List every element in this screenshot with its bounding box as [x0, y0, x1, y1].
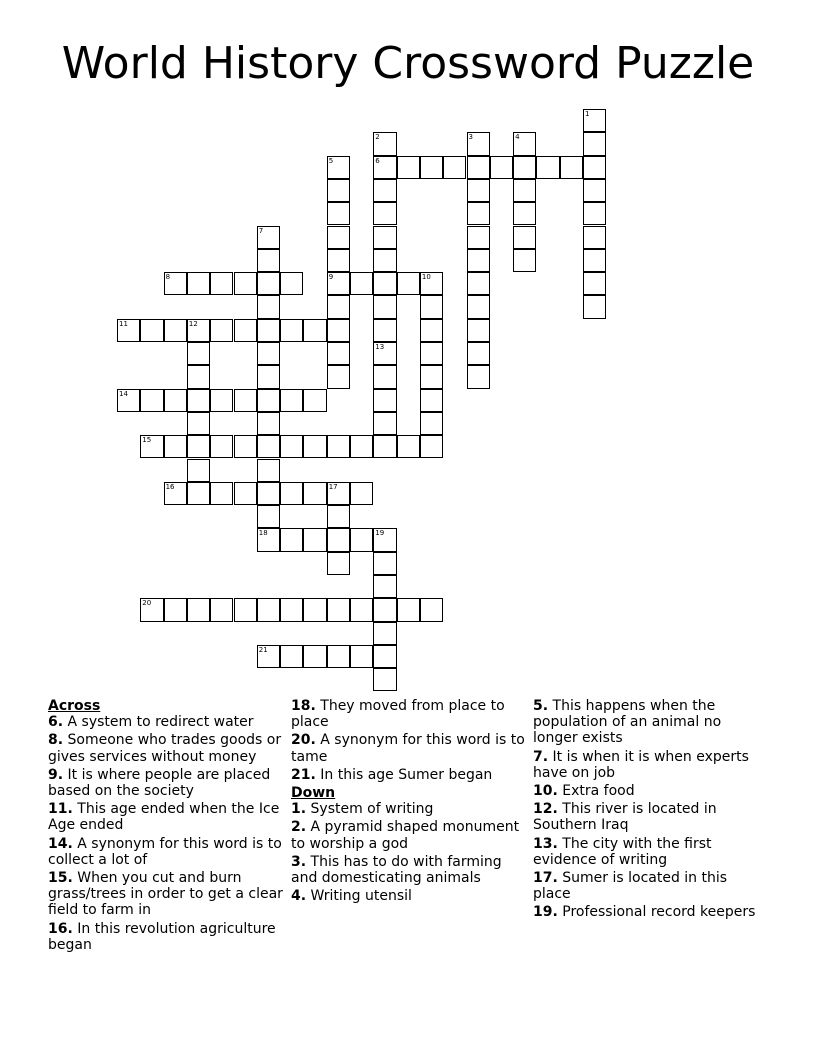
- down-heading: Down: [291, 785, 336, 802]
- grid-cell[interactable]: [467, 202, 490, 225]
- grid-cell[interactable]: [280, 435, 303, 458]
- cell-number: 7: [258, 226, 264, 235]
- grid-cell[interactable]: [420, 435, 443, 458]
- clue-number: 12.: [533, 801, 558, 818]
- grid-cell[interactable]: [397, 435, 420, 458]
- clue-item: [48, 870, 284, 919]
- clue-text: This happens when the population of an animal no longer exists: [533, 698, 722, 747]
- clue-number: 8.: [48, 732, 64, 749]
- grid-cell[interactable]: [257, 226, 280, 249]
- grid-cell[interactable]: [583, 179, 606, 202]
- grid-cell[interactable]: [280, 528, 303, 551]
- clue-number: 5.: [533, 698, 549, 714]
- grid-cell[interactable]: [420, 342, 443, 365]
- grid-cell[interactable]: [467, 132, 490, 155]
- clue-number: 18.: [291, 698, 316, 714]
- clue-number: 15.: [48, 870, 73, 887]
- grid-cell[interactable]: [513, 156, 536, 179]
- grid-cell[interactable]: [397, 156, 420, 179]
- clue-item: [291, 732, 527, 764]
- page-title: World History Crossword Puzzle: [61, 38, 755, 89]
- clue-text: A synonym for this word is to tame: [291, 732, 525, 765]
- clue-item: [533, 801, 769, 833]
- grid-cell[interactable]: [373, 202, 396, 225]
- clue-text: This river is located in Southern Iraq: [533, 801, 717, 834]
- grid-cell[interactable]: [373, 412, 396, 435]
- clue-text: It is where people are placed based on the society: [48, 766, 271, 800]
- grid-cell[interactable]: [467, 272, 490, 295]
- clue-item: [533, 783, 769, 799]
- grid-cell[interactable]: [420, 156, 443, 179]
- clue-number: 16.: [48, 920, 73, 937]
- clue-text: They moved from place to place: [291, 698, 505, 731]
- grid-cell[interactable]: [350, 272, 373, 295]
- grid-cell[interactable]: [327, 645, 350, 668]
- grid-cell[interactable]: [467, 342, 490, 365]
- grid-cell[interactable]: [560, 156, 583, 179]
- grid-cell[interactable]: [280, 645, 303, 668]
- cell-number: 11: [119, 319, 128, 328]
- cell-number: 8: [165, 273, 171, 282]
- clue-item: [48, 801, 284, 833]
- grid-cell[interactable]: [327, 528, 350, 551]
- grid-cell[interactable]: [210, 482, 233, 505]
- grid-cell[interactable]: [373, 645, 396, 668]
- grid-cell[interactable]: [187, 365, 210, 388]
- grid-cell[interactable]: [187, 598, 210, 621]
- clue-text: It is when it is when experts have on job: [533, 748, 749, 781]
- grid-cell[interactable]: [420, 295, 443, 318]
- clue-item: [48, 767, 284, 799]
- grid-cell[interactable]: [187, 389, 210, 412]
- grid-cell[interactable]: [257, 528, 280, 551]
- clue-text: This age ended when the Ice Age ended: [48, 801, 280, 834]
- grid-cell[interactable]: [327, 552, 350, 575]
- cell-number: 2: [375, 133, 380, 142]
- clue-text: Sumer is located in this place: [533, 870, 728, 903]
- grid-cell[interactable]: [327, 179, 350, 202]
- grid-cell[interactable]: [234, 598, 257, 621]
- cell-number: 14: [119, 389, 128, 398]
- grid-cell[interactable]: [583, 202, 606, 225]
- clue-item: [291, 854, 527, 886]
- grid-cell[interactable]: [513, 226, 536, 249]
- cell-number: 3: [468, 133, 473, 142]
- clue-text: The city with the first evidence of writing: [533, 835, 712, 868]
- grid-cell[interactable]: [397, 272, 420, 295]
- clue-column-1: [48, 698, 284, 955]
- grid-cell[interactable]: [350, 598, 373, 621]
- grid-cell[interactable]: [373, 598, 396, 621]
- clue-item: [533, 836, 769, 868]
- grid-cell[interactable]: [327, 202, 350, 225]
- grid-cell[interactable]: [467, 295, 490, 318]
- grid-cell[interactable]: [373, 622, 396, 645]
- grid-cell[interactable]: [303, 435, 326, 458]
- cell-number: 17: [328, 482, 338, 491]
- clue-item: [291, 801, 527, 817]
- grid-cell[interactable]: [373, 342, 396, 365]
- grid-cell[interactable]: [303, 528, 326, 551]
- grid-cell[interactable]: [583, 295, 606, 318]
- grid-cell[interactable]: [513, 132, 536, 155]
- grid-cell[interactable]: [420, 319, 443, 342]
- clue-column-3: [533, 698, 769, 923]
- grid-cell[interactable]: [210, 389, 233, 412]
- clue-number: 2.: [291, 819, 307, 836]
- grid-cell[interactable]: [327, 505, 350, 528]
- clue-text: A pyramid shaped monument to worship a god: [291, 819, 520, 852]
- clue-item: [48, 732, 284, 764]
- grid-cell[interactable]: [373, 272, 396, 295]
- grid-cell[interactable]: [187, 319, 210, 342]
- grid-cell[interactable]: [467, 365, 490, 388]
- grid-cell[interactable]: [397, 598, 420, 621]
- grid-cell[interactable]: [350, 528, 373, 551]
- grid-cell[interactable]: [373, 295, 396, 318]
- clue-item: [533, 904, 769, 920]
- grid-cell[interactable]: [443, 156, 466, 179]
- grid-cell[interactable]: [467, 179, 490, 202]
- grid-cell[interactable]: [210, 319, 233, 342]
- grid-cell[interactable]: [234, 389, 257, 412]
- grid-cell[interactable]: [164, 272, 187, 295]
- grid-cell[interactable]: [327, 342, 350, 365]
- cell-number: 1: [585, 110, 590, 118]
- cell-number: 16: [165, 482, 175, 491]
- grid-cell[interactable]: [187, 435, 210, 458]
- grid-cell[interactable]: [234, 482, 257, 505]
- grid-cell[interactable]: [373, 226, 396, 249]
- grid-cell[interactable]: [350, 435, 373, 458]
- grid-cell[interactable]: [303, 482, 326, 505]
- grid-cell[interactable]: [257, 249, 280, 272]
- grid-cell[interactable]: [373, 435, 396, 458]
- grid-cell[interactable]: [327, 295, 350, 318]
- clue-text: In this age Sumer began: [320, 766, 493, 783]
- grid-cell[interactable]: [257, 319, 280, 342]
- clue-number: 10.: [533, 783, 558, 800]
- grid-cell[interactable]: [234, 272, 257, 295]
- clue-number: 11.: [48, 801, 73, 818]
- grid-cell[interactable]: [513, 249, 536, 272]
- grid-cell[interactable]: [490, 156, 513, 179]
- grid-cell[interactable]: [350, 645, 373, 668]
- grid-cell[interactable]: [257, 412, 280, 435]
- clue-item: [533, 749, 769, 781]
- clue-text: A synonym for this word is to collect a lot of: [48, 835, 282, 868]
- grid-cell[interactable]: [280, 319, 303, 342]
- cell-number: 18: [258, 529, 268, 538]
- clue-text: In this revolution agriculture began: [48, 920, 276, 953]
- cell-number: 9: [328, 273, 334, 282]
- cell-number: 21: [258, 645, 268, 654]
- grid-cell[interactable]: [467, 226, 490, 249]
- clue-text: Extra food: [562, 783, 635, 800]
- grid-cell[interactable]: [117, 319, 140, 342]
- grid-cell[interactable]: [164, 435, 187, 458]
- clue-number: 7.: [533, 748, 549, 765]
- grid-cell[interactable]: [327, 319, 350, 342]
- clue-number: 21.: [291, 766, 316, 783]
- grid-cell[interactable]: [373, 389, 396, 412]
- grid-cell[interactable]: [327, 249, 350, 272]
- grid-cell[interactable]: [583, 132, 606, 155]
- clue-number: 19.: [533, 904, 558, 921]
- grid-cell[interactable]: [303, 598, 326, 621]
- grid-cell[interactable]: [536, 156, 559, 179]
- clue-text: When you cut and burn grass/trees in order to get a clear field to farm in: [48, 870, 283, 919]
- grid-cell[interactable]: [327, 598, 350, 621]
- grid-cell[interactable]: [257, 645, 280, 668]
- grid-cell[interactable]: [257, 435, 280, 458]
- clue-number: 13.: [533, 835, 558, 852]
- grid-cell[interactable]: [187, 482, 210, 505]
- clue-text: Someone who trades goods or gives services without money: [48, 732, 282, 765]
- grid-cell[interactable]: [373, 365, 396, 388]
- grid-cell[interactable]: [234, 319, 257, 342]
- grid-cell[interactable]: [583, 109, 606, 132]
- clue-number: 9.: [48, 766, 64, 783]
- grid-cell[interactable]: [187, 412, 210, 435]
- grid-cell[interactable]: [583, 156, 606, 179]
- grid-cell[interactable]: [327, 482, 350, 505]
- grid-cell[interactable]: [303, 319, 326, 342]
- cell-number: 13: [375, 343, 385, 351]
- clue-item: [291, 767, 527, 783]
- clue-number: 3.: [291, 853, 307, 870]
- clue-item: [291, 819, 527, 851]
- grid-cell[interactable]: [257, 272, 280, 295]
- grid-cell[interactable]: [420, 365, 443, 388]
- grid-cell[interactable]: [373, 249, 396, 272]
- cell-number: 12: [188, 319, 198, 328]
- clue-item: [48, 836, 284, 868]
- clue-item: [48, 714, 284, 730]
- clue-text: A system to redirect water: [67, 714, 254, 731]
- grid-cell[interactable]: [257, 459, 280, 482]
- clue-text: Writing utensil: [310, 888, 412, 905]
- clue-number: 4.: [291, 888, 307, 905]
- grid-cell[interactable]: [583, 249, 606, 272]
- clue-text: Professional record keepers: [562, 904, 756, 921]
- grid-cell[interactable]: [373, 552, 396, 575]
- grid-cell[interactable]: [140, 598, 163, 621]
- clue-column-2: [291, 698, 527, 906]
- grid-cell[interactable]: [373, 179, 396, 202]
- grid-cell[interactable]: [164, 389, 187, 412]
- grid-cell[interactable]: [350, 482, 373, 505]
- grid-cell[interactable]: [257, 295, 280, 318]
- cell-number: 19: [375, 529, 385, 538]
- clue-number: 14.: [48, 835, 73, 852]
- grid-cell[interactable]: [327, 226, 350, 249]
- grid-cell[interactable]: [303, 389, 326, 412]
- grid-cell[interactable]: [117, 389, 140, 412]
- grid-cell[interactable]: [467, 156, 490, 179]
- grid-cell[interactable]: [420, 412, 443, 435]
- clue-number: 1.: [291, 801, 307, 818]
- cell-number: 5: [328, 156, 334, 165]
- grid-cell[interactable]: [187, 342, 210, 365]
- grid-cell[interactable]: [327, 435, 350, 458]
- grid-cell[interactable]: [420, 389, 443, 412]
- cell-number: 6: [375, 156, 380, 165]
- grid-cell[interactable]: [257, 482, 280, 505]
- clue-number: 6.: [48, 714, 64, 731]
- grid-cell[interactable]: [373, 319, 396, 342]
- clue-number: 17.: [533, 870, 558, 887]
- grid-cell[interactable]: [373, 528, 396, 551]
- grid-cell[interactable]: [164, 482, 187, 505]
- grid-cell[interactable]: [467, 249, 490, 272]
- grid-cell[interactable]: [373, 132, 396, 155]
- grid-cell[interactable]: [303, 645, 326, 668]
- clue-item: [48, 921, 284, 953]
- grid-cell[interactable]: [164, 319, 187, 342]
- grid-cell[interactable]: [140, 389, 163, 412]
- grid-cell[interactable]: [257, 389, 280, 412]
- grid-cell[interactable]: [513, 202, 536, 225]
- clue-item: [291, 698, 527, 730]
- clue-text: System of writing: [310, 801, 434, 818]
- grid-cell[interactable]: [187, 459, 210, 482]
- grid-cell[interactable]: [210, 435, 233, 458]
- grid-cell[interactable]: [280, 598, 303, 621]
- grid-cell[interactable]: [140, 319, 163, 342]
- grid-cell[interactable]: [373, 575, 396, 598]
- grid-cell[interactable]: [140, 435, 163, 458]
- grid-cell[interactable]: [234, 435, 257, 458]
- grid-cell[interactable]: [280, 482, 303, 505]
- grid-cell[interactable]: [327, 365, 350, 388]
- clue-item: [533, 870, 769, 902]
- cell-number: 4: [515, 133, 520, 142]
- grid-cell[interactable]: [257, 365, 280, 388]
- cell-number: 10: [421, 273, 431, 282]
- clue-item: [291, 888, 527, 904]
- grid-cell[interactable]: [420, 598, 443, 621]
- cell-number: 20: [142, 599, 152, 608]
- grid-cell[interactable]: [257, 598, 280, 621]
- grid-cell[interactable]: [164, 598, 187, 621]
- grid-cell[interactable]: [583, 272, 606, 295]
- grid-cell[interactable]: [583, 226, 606, 249]
- grid-cell[interactable]: [513, 179, 536, 202]
- cell-number: 15: [142, 436, 152, 445]
- clue-number: 20.: [291, 732, 316, 749]
- grid-cell[interactable]: [210, 272, 233, 295]
- across-heading: Across: [48, 698, 101, 714]
- clue-item: [533, 698, 769, 747]
- grid-cell[interactable]: [280, 389, 303, 412]
- grid-cell[interactable]: [210, 598, 233, 621]
- clue-text: This has to do with farming and domesticating animals: [291, 853, 502, 887]
- grid-cell[interactable]: [280, 272, 303, 295]
- grid-cell[interactable]: [257, 342, 280, 365]
- grid-cell[interactable]: [327, 156, 350, 179]
- grid-cell[interactable]: [467, 319, 490, 342]
- grid-cell[interactable]: [327, 272, 350, 295]
- grid-cell[interactable]: [257, 505, 280, 528]
- grid-cell[interactable]: [373, 156, 396, 179]
- grid-cell[interactable]: [187, 272, 210, 295]
- grid-cell[interactable]: [420, 272, 443, 295]
- grid-cell[interactable]: [373, 668, 396, 691]
